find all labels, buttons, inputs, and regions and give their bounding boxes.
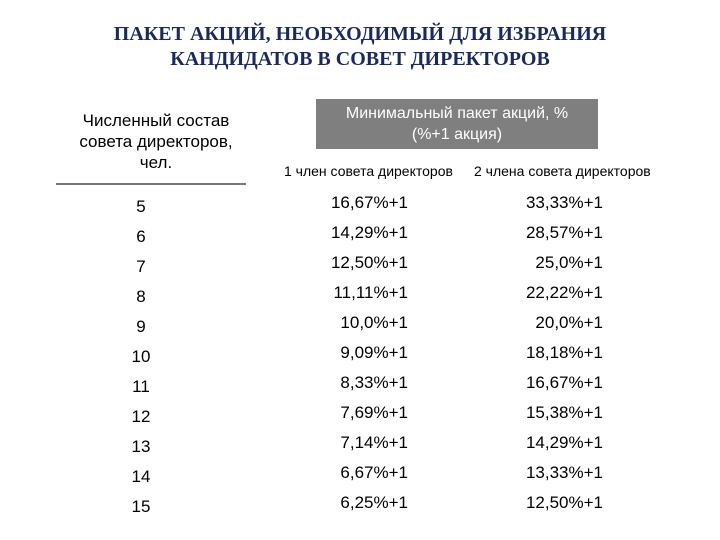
table-row (0, 459, 720, 489)
two-members-stake-cell: 20,0%+1 (535, 313, 603, 332)
table-row (0, 429, 720, 459)
one-member-stake-cell: 9,09%+1 (340, 343, 408, 362)
board-size-value: 10 (131, 347, 151, 366)
page-title-line-2: КАНДИДАТОВ В СОВЕТ ДИРЕКТОРОВ (170, 48, 550, 70)
page-title (0, 22, 720, 72)
two-members-stake-cell: 14,29%+1 (525, 433, 603, 452)
board-size-header-line-3: чел. (139, 153, 173, 172)
board-size-value: 12 (131, 407, 151, 426)
one-member-stake-cell: 11,11%+1 (333, 283, 408, 302)
stake-table-body (0, 189, 720, 519)
table-row (0, 339, 720, 369)
one-member-stake-cell: 8,33%+1 (340, 373, 408, 392)
two-members-stake-cell: 25,0%+1 (535, 253, 603, 272)
two-members-stake-cell: 28,57%+1 (525, 223, 603, 242)
one-member-column-header: 1 член совета директоров (284, 163, 453, 179)
table-row (0, 189, 720, 219)
two-members-stake-cell: 15,38%+1 (525, 403, 603, 422)
min-stake-group-header-line-1: Минимальный пакет акций, % (345, 105, 569, 122)
two-members-stake-cell: 33,33%+1 (525, 193, 603, 212)
board-size-header (56, 110, 256, 173)
min-stake-group-header-line-2: (%+1 акция) (411, 126, 503, 143)
board-size-value: 13 (131, 437, 151, 456)
two-members-column-header: 2 члена совета директоров (474, 163, 651, 179)
board-size-value: 8 (136, 287, 146, 306)
one-member-stake-cell: 6,25%+1 (340, 493, 408, 512)
one-member-stake-cell: 10,0%+1 (340, 313, 408, 332)
board-size-value: 15 (131, 497, 151, 516)
table-row (0, 279, 720, 309)
two-members-stake-cell: 12,50%+1 (525, 493, 603, 512)
table-row (0, 309, 720, 339)
two-members-stake-cell: 13,33%+1 (525, 463, 603, 482)
header-divider (56, 183, 246, 185)
one-member-stake-cell: 12,50%+1 (330, 253, 408, 272)
two-members-stake-cell: 18,18%+1 (525, 343, 603, 362)
board-size-value: 6 (136, 227, 146, 246)
board-size-header-line-2: совета директоров, (79, 132, 233, 151)
board-size-value: 9 (136, 317, 146, 336)
one-member-stake-cell: 7,14%+1 (340, 433, 408, 452)
page-title-line-1: ПАКЕТ АКЦИЙ, НЕОБХОДИМЫЙ ДЛЯ ИЗБРАНИЯ (113, 23, 607, 45)
table-row (0, 489, 720, 519)
table-row (0, 369, 720, 399)
board-size-value: 7 (136, 257, 146, 276)
min-stake-group-header (316, 99, 598, 149)
table-row (0, 219, 720, 249)
board-size-value: 14 (131, 467, 151, 486)
table-row (0, 399, 720, 429)
one-member-stake-cell: 16,67%+1 (330, 193, 408, 212)
board-size-value: 11 (132, 377, 150, 396)
board-size-value: 5 (136, 197, 146, 216)
board-size-header-line-1: Численный состав (82, 111, 230, 130)
table-row (0, 249, 720, 279)
two-members-stake-cell: 16,67%+1 (525, 373, 603, 392)
two-members-stake-cell: 22,22%+1 (525, 283, 603, 302)
one-member-stake-cell: 14,29%+1 (330, 223, 408, 242)
one-member-stake-cell: 7,69%+1 (340, 403, 408, 422)
one-member-stake-cell: 6,67%+1 (340, 463, 408, 482)
